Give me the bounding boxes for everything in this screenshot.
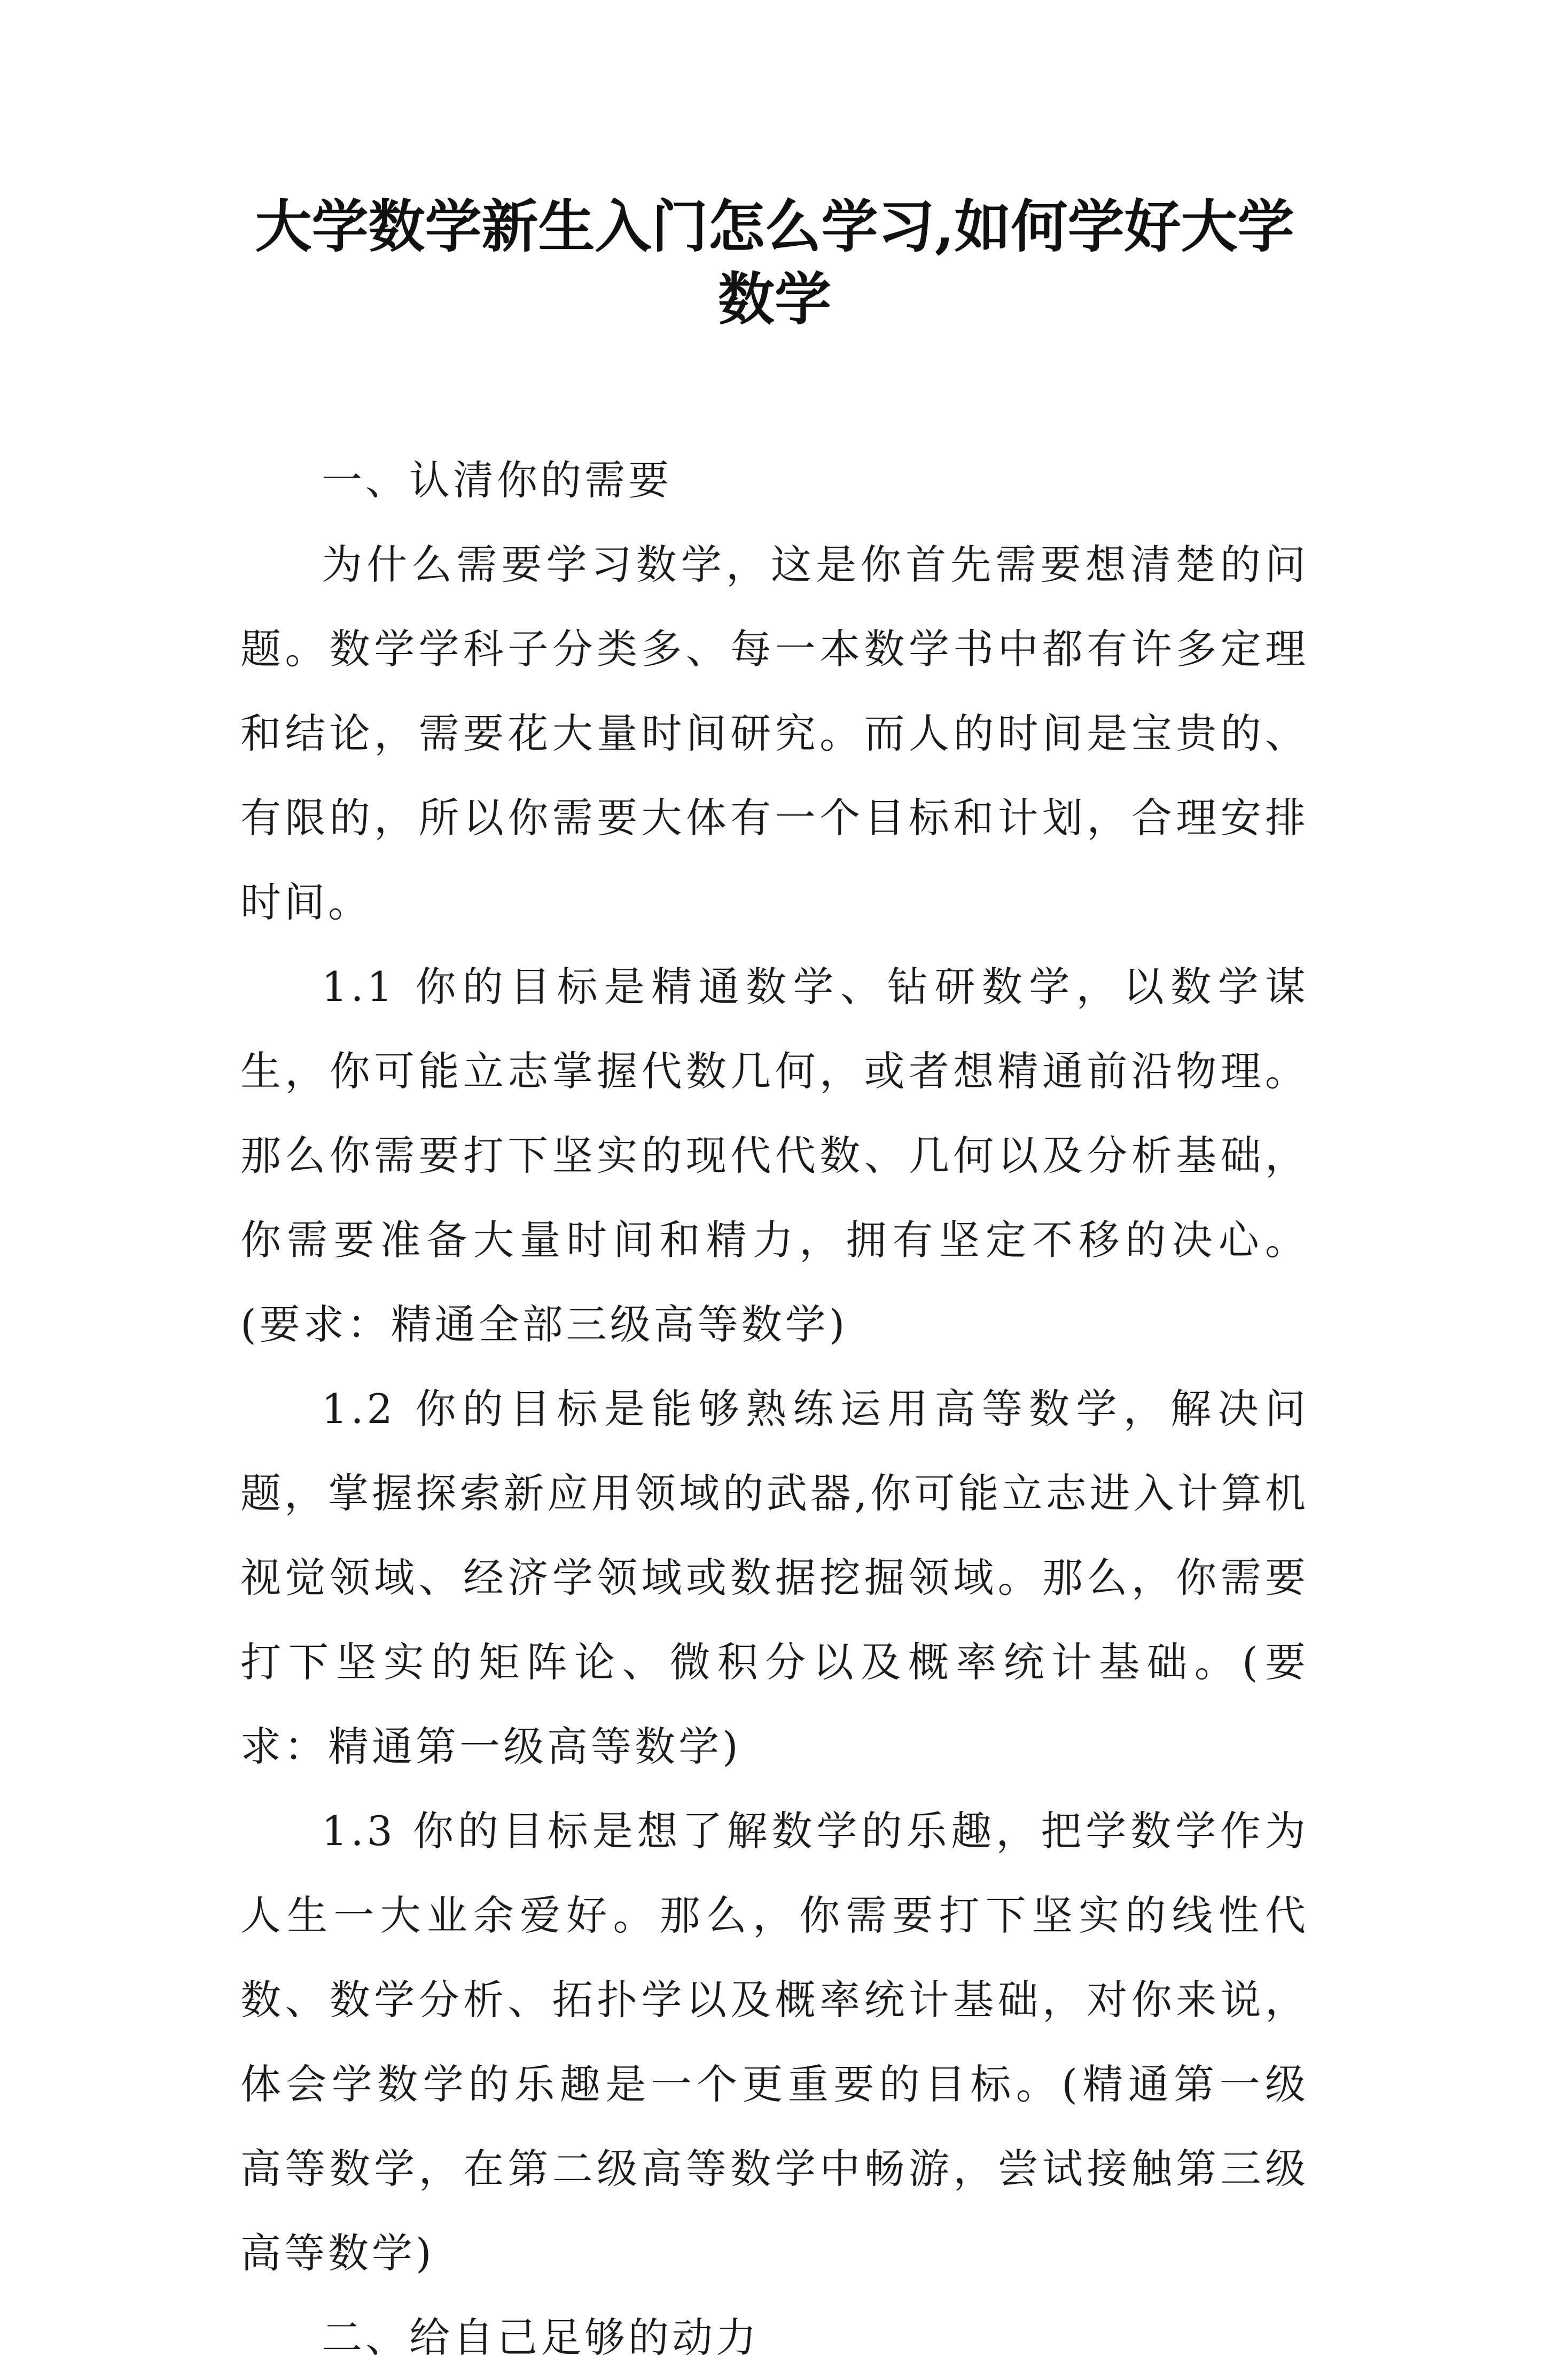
section-heading-2: 二、给自己足够的动力 [322,2314,760,2361]
document-body [240,438,1309,2380]
title-line-2: 数学 [718,266,831,332]
document-title [203,190,1346,336]
section-heading-1: 一、认清你的需要 [322,456,672,504]
paragraph-goal-1-3: 1.3 你的目标是想了解数学的乐趣，把学数学作为人生一大业余爱好。那么，你需要打下坚实的线性代数、数学分析、拓扑学以及概率统计基础，对你来说，体会学数学的乐趣是一个更重要的目标。(精通第一级高等数学，在第二级高等数学中畅游，尝试接触第三级高等数学) [240,1807,1309,2277]
paragraph-goal-1-1: 1.1 你的目标是精通数学、钻研数学，以数学谋生，你可能立志掌握代数几何，或者想精通前沿物理。那么你需要打下坚实的现代代数、几何以及分析基础，你需要准备大量时间和精力，拥有坚定不移的决心。(要求：精通全部三级高等数学) [240,963,1309,1348]
paragraph-goal-1-2: 1.2 你的目标是能够熟练运用高等数学，解决问题，掌握探索新应用领域的武器,你可能立志进入计算机视觉领域、经济学领域或数据挖掘领域。那么，你需要打下坚实的矩阵论、微积分以及概率统计基础。(要求：精通第一级高等数学) [240,1385,1309,1770]
paragraph-intro: 为什么需要学习数学，这是你首先需要想清楚的问题。数学学科子分类多、每一本数学书中都有许多定理和结论，需要花大量时间研究。而人的时间是宝贵的、有限的，所以你需要大体有一个目标和计划，合理安排时间。 [240,541,1309,926]
title-line-1: 大学数学新生入门怎么学习,如何学好大学 [255,193,1294,260]
